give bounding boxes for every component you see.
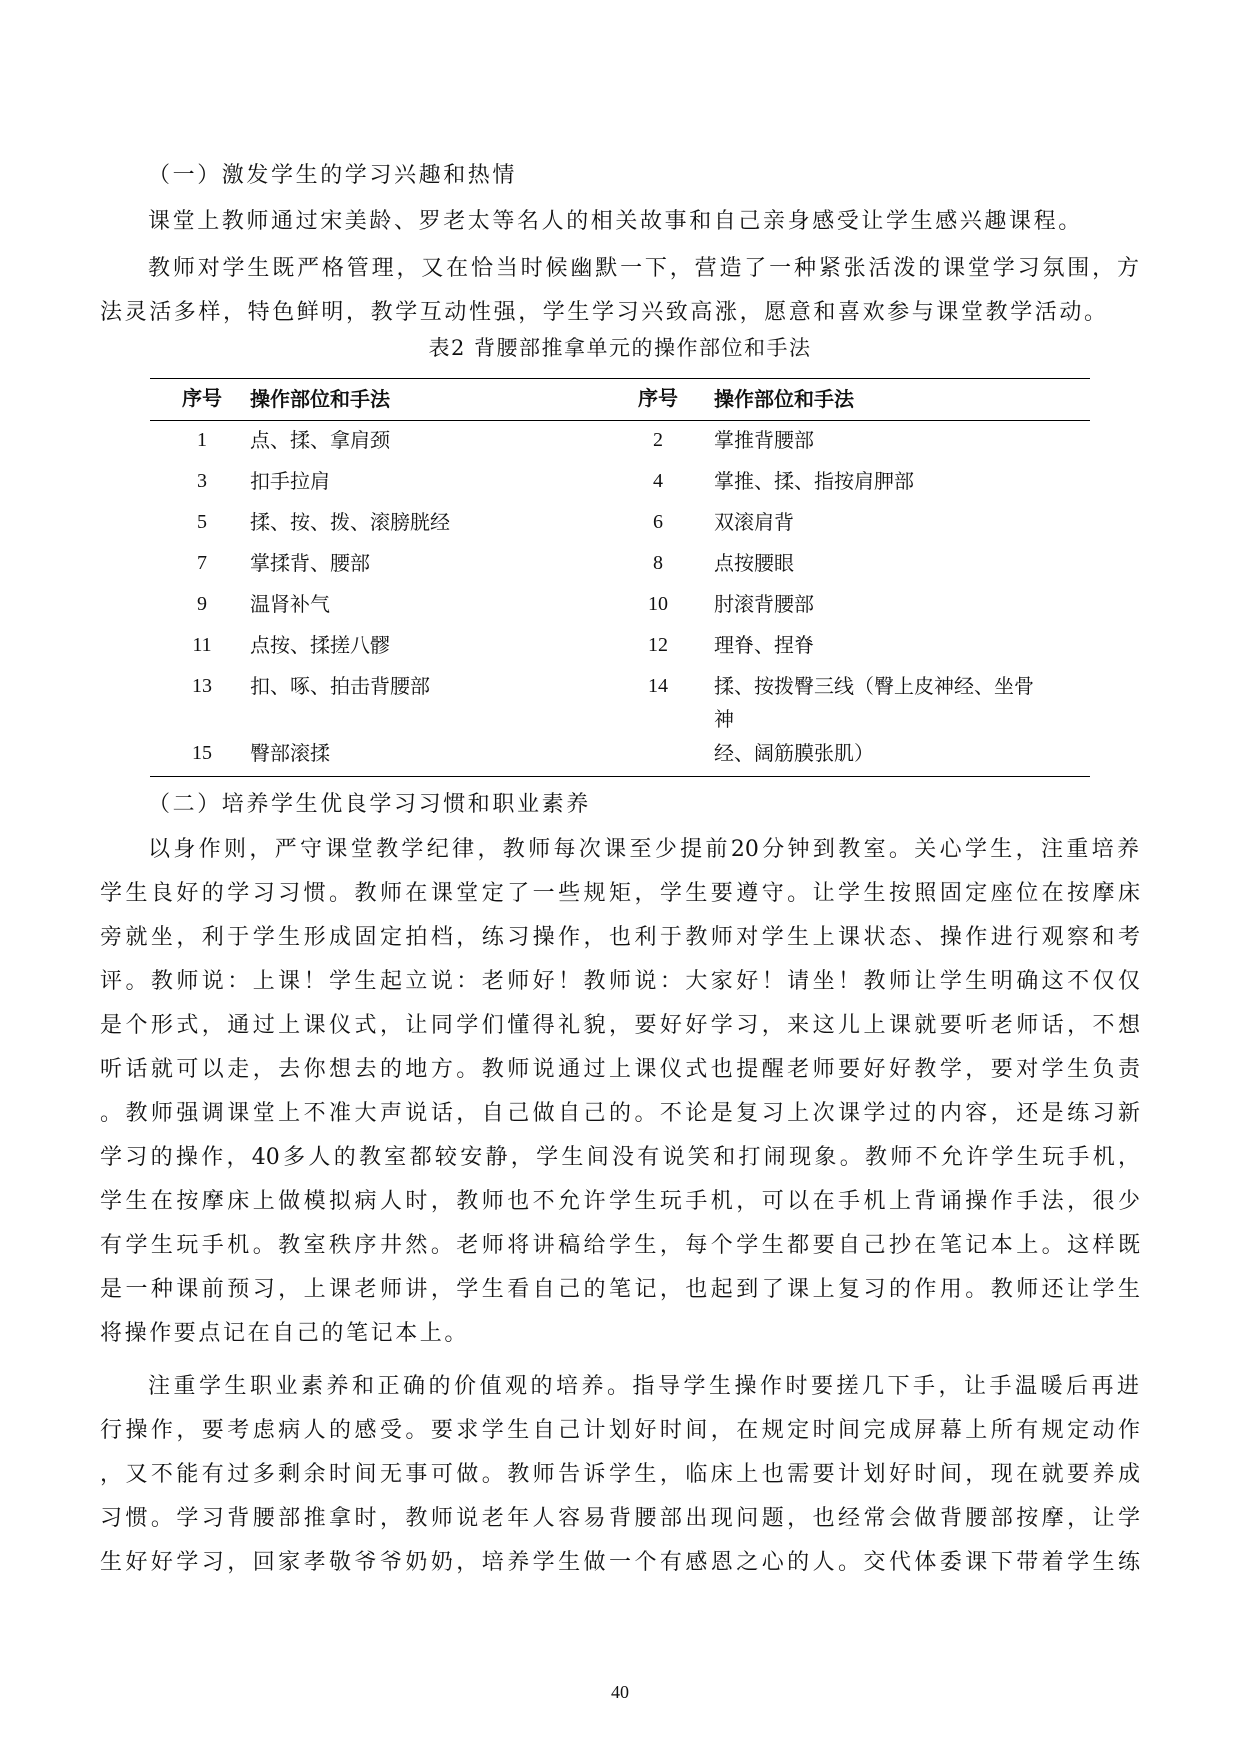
table-cell-no: 6 bbox=[653, 511, 663, 533]
paragraph-line: 评。教师说：上课！学生起立说：老师好！教师说：大家好！请坐！教师让学生明确这不仅仅 bbox=[100, 969, 1140, 994]
section-heading-2: （二）培养学生优良学习习惯和职业素养 bbox=[148, 792, 591, 817]
table-cell-no: 5 bbox=[197, 511, 207, 533]
paragraph-line: 学生良好的学习习惯。教师在课堂定了一些规矩，学生要遵守。让学生按照固定座位在按摩床 bbox=[100, 881, 1140, 906]
table-cell-method: 臀部滚揉 bbox=[250, 741, 330, 765]
section-heading-1: （一）激发学生的学习兴趣和热情 bbox=[148, 163, 518, 188]
table-cell-method: 揉、按、拨、滚膀胱经 bbox=[250, 510, 450, 534]
table-header-method-left: 操作部位和手法 bbox=[250, 387, 390, 411]
page-number: 40 bbox=[611, 1682, 629, 1702]
table-header-method-right: 操作部位和手法 bbox=[714, 387, 854, 411]
table-cell-method: 掌推背腰部 bbox=[714, 428, 814, 452]
paragraph-line: 以身作则，严守课堂教学纪律，教师每次课至少提前20分钟到教室。关心学生，注重培养 bbox=[148, 837, 1139, 862]
paragraph-line: 法灵活多样，特色鲜明，教学互动性强，学生学习兴致高涨，愿意和喜欢参与课堂教学活动。 bbox=[100, 300, 1109, 325]
paragraph-line: ，又不能有过多剩余时间无事可做。教师告诉学生，临床上也需要计划好时间，现在就要养成 bbox=[100, 1462, 1140, 1487]
table-cell-no: 13 bbox=[192, 675, 212, 697]
paragraph-line: 教师对学生既严格管理，又在恰当时候幽默一下，营造了一种紧张活泼的课堂学习氛围，方 bbox=[148, 256, 1139, 281]
table-cell-no: 8 bbox=[653, 552, 663, 574]
table-cell-no: 4 bbox=[653, 470, 663, 492]
paragraph-line: 生好好学习，回家孝敬爷爷奶奶，培养学生做一个有感恩之心的人。交代体委课下带着学生练 bbox=[100, 1550, 1140, 1575]
table-cell-no: 1 bbox=[197, 429, 207, 451]
paragraph-line: 是一种课前预习，上课老师讲，学生看自己的笔记，也起到了课上复习的作用。教师还让学生 bbox=[100, 1277, 1140, 1302]
table-cell-no: 9 bbox=[197, 593, 207, 615]
table-cell-method-continuation: 神 bbox=[714, 707, 734, 731]
paragraph-line: 注重学生职业素养和正确的价值观的培养。指导学生操作时要搓几下手，让手温暖后再进 bbox=[148, 1374, 1139, 1399]
table-cell-no: 2 bbox=[653, 429, 663, 451]
table-cell-no: 7 bbox=[197, 552, 207, 574]
table-cell-method: 扣、啄、拍击背腰部 bbox=[250, 674, 430, 698]
table-cell-method: 掌揉背、腰部 bbox=[250, 551, 370, 575]
table-cell-method: 点按、揉搓八髎 bbox=[250, 633, 390, 657]
table-cell-method: 点按腰眼 bbox=[714, 551, 794, 575]
table-cell-no: 3 bbox=[197, 470, 207, 492]
paragraph-line: 学生在按摩床上做模拟病人时，教师也不允许学生玩手机，可以在手机上背诵操作手法，很少 bbox=[100, 1189, 1140, 1214]
table-cell-method: 掌推、揉、指按肩胛部 bbox=[714, 469, 914, 493]
paragraph-line: 将操作要点记在自己的笔记本上。 bbox=[100, 1321, 470, 1346]
paragraph-line: 听话就可以走，去你想去的地方。教师说通过上课仪式也提醒老师要好好教学，要对学生负责 bbox=[100, 1057, 1140, 1082]
table-caption: 表2 背腰部推拿单元的操作部位和手法 bbox=[428, 336, 812, 360]
paragraph-line: 有学生玩手机。教室秩序井然。老师将讲稿给学生，每个学生都要自己抄在笔记本上。这样既 bbox=[100, 1233, 1140, 1258]
table-cell-no: 14 bbox=[648, 675, 668, 697]
paragraph-line: 课堂上教师通过宋美龄、罗老太等名人的相关故事和自己亲身感受让学生感兴趣课程。 bbox=[148, 209, 1083, 234]
paragraph-line: 旁就坐，利于学生形成固定拍档，练习操作，也利于教师对学生上课状态、操作进行观察和考 bbox=[100, 925, 1140, 950]
paragraph-line: 学习的操作，40多人的教室都较安静，学生间没有说笑和打闹现象。教师不允许学生玩手机， bbox=[100, 1145, 1140, 1170]
table-cell-method: 肘滚背腰部 bbox=[714, 592, 814, 616]
paragraph-line: 。教师强调课堂上不准大声说话，自己做自己的。不论是复习上次课学过的内容，还是练习新 bbox=[100, 1101, 1140, 1126]
table-cell-no: 11 bbox=[192, 634, 212, 656]
table-cell-method: 扣手拉肩 bbox=[250, 469, 330, 493]
table-bottom-rule bbox=[150, 776, 1090, 777]
paragraph-line: 是个形式，通过上课仪式，让同学们懂得礼貌，要好好学习，来这儿上课就要听老师话，不想 bbox=[100, 1013, 1140, 1038]
table-header-no-right: 序号 bbox=[638, 388, 678, 410]
table-cell-method-continuation: 经、阔筋膜张肌） bbox=[714, 741, 874, 765]
table-top-rule bbox=[150, 378, 1090, 379]
table-cell-method: 理脊、捏脊 bbox=[714, 633, 814, 657]
paragraph-line: 行操作，要考虑病人的感受。要求学生自己计划好时间，在规定时间完成屏幕上所有规定动作 bbox=[100, 1418, 1140, 1443]
table-header-rule bbox=[150, 420, 1090, 421]
paragraph-line: 习惯。学习背腰部推拿时，教师说老年人容易背腰部出现问题，也经常会做背腰部按摩，让学 bbox=[100, 1506, 1140, 1531]
table-cell-method: 双滚肩背 bbox=[714, 510, 794, 534]
table-cell-method: 揉、按拨臀三线（臀上皮神经、坐骨 bbox=[714, 674, 1034, 698]
table-cell-no: 12 bbox=[648, 634, 668, 656]
table-cell-method: 温肾补气 bbox=[250, 592, 330, 616]
table-header-no-left: 序号 bbox=[182, 388, 222, 410]
table-cell-no: 10 bbox=[648, 593, 668, 615]
table-cell-no: 15 bbox=[192, 742, 212, 764]
table-cell-method: 点、揉、拿肩颈 bbox=[250, 428, 390, 452]
